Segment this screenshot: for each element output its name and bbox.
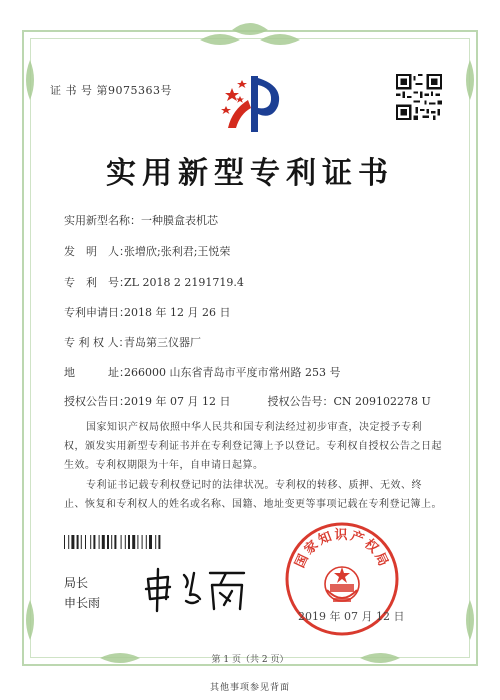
address-label: 地 址： [64,366,130,379]
barcode [64,535,204,549]
director-title: 局长 [64,576,89,590]
grant-number-value: CN 209102278 U [333,395,431,408]
grant-date-value: 2019 年 07 月 12 日 [124,395,231,408]
seal-text: 国家知识产权局 [292,528,392,571]
certificate-title: 实用新型专利证书 [106,156,394,191]
filing-date-value: 2018 年 12 月 26 日 [124,306,231,319]
filing-date-row [64,304,230,320]
inventor-label: 发 明 人： [64,245,130,258]
patentee-value: 青岛第三仪器厂 [124,336,201,349]
cnipa-logo-icon [218,70,288,140]
statement-paragraph-2: 专利证书记载专利权登记时的法律状况。专利权的转移、质押、无效、终止、恢复和专利权人的姓名或名称、国籍、地址变更等事项记载在专利登记簿上。 [64,480,442,510]
director-name: 申长雨 [64,596,101,610]
utility-model-name-row [64,212,218,228]
certificate-number: 证 书 号 第9075363号 [50,84,172,97]
grant-number-label: 授权公告号： [267,395,334,408]
patentee-label: 专 利 权 人： [64,336,130,349]
svg-text:国家知识产权局 [292,527,392,570]
filing-date-label: 专利申请日： [64,306,130,319]
address-value: 266000 山东省青岛市平度市常州路 253 号 [124,366,341,379]
address-row [64,364,340,380]
qr-code [396,74,442,120]
grant-date-label: 授权公告日： [64,395,130,408]
patent-number-label: 专 利 号： [64,276,130,289]
inventor-row [64,243,230,259]
page-number: 第 1 页（共 2 页） [211,655,289,665]
inventor-value: 张增欣;张利君;王悦荣 [124,245,231,258]
director-signature [140,565,250,615]
patentee-row [64,334,201,350]
statement-paragraph-1: 国家知识产权局依照中华人民共和国专利法经过初步审查，决定授予专利权，颁发实用新型专利证书并在专利登记簿上予以登记。专利权自授权公告之日起生效。专利权期限为十年，自申请日起算。 [64,422,442,471]
patent-number-row [64,274,244,290]
grant-row [64,393,431,409]
patent-number-value: ZL 2018 2 2191719.4 [124,276,244,289]
utility-model-name-label: 实用新型名称： [64,214,141,227]
utility-model-name-value: 一种膜盒表机芯 [141,214,218,227]
seal-date: 2019 年 07 月 12 日 [298,610,405,623]
see-back-note: 其他事项参见背面 [209,683,290,693]
